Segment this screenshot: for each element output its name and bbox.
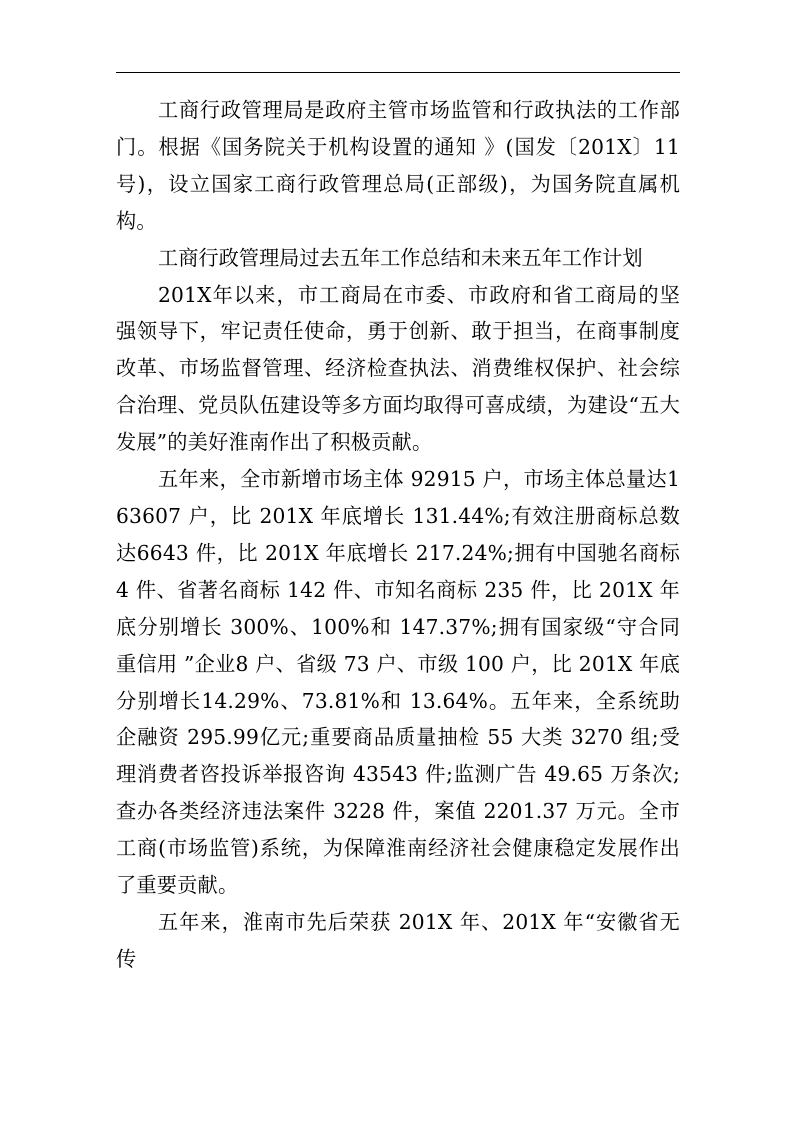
header-rule bbox=[116, 72, 680, 73]
paragraph-summary: 201X年以来，市工商局在市委、市政府和省工商局的坚强领导下，牢记责任使命，勇于创新、敢于担当，在商事制度改革、市场监督管理、经济检查执法、消费维权保护、社会综合治理、党员队伍建设等多方面均取得可喜成绩，为建设“五大发展”的美好淮南作出了积极贡献。 bbox=[116, 282, 680, 455]
document-body bbox=[116, 92, 680, 978]
paragraph-statistics: 五年来，全市新增市场主体 92915 户，市场主体总量达163607 户，比 201X 年底增长 131.44%;有效注册商标总数达6643 件，比 201X 年底增长 217.24%;拥有中国驰名商标 4 件、省著名商标 142 件、市知名商标 235 件，比 201X 年底分别增长 300%、100%和 147.37%;拥有国家级“守合同重信用 ”企业8 户、省级 73 户、市级 100 户，比 201X 年底分别增长14.29%、73.81%和 13.64%。五年来，全系统助企融资 295.99亿元;重要商品质量抽检 55 大类 3270 组;受理消费者咨投诉举报咨询 43543 件;监测广告 49.65 万条次;查办各类经济违法案件 3228 件，案值 2201.37 万元。全市工商(市场监管)系统，为保障淮南经济社会健康稳定发展作出了重要贡献。 bbox=[116, 467, 680, 898]
paragraph-honors: 五年来，淮南市先后荣获 201X 年、201X 年“安徽省无传 bbox=[116, 909, 680, 971]
section-heading: 工商行政管理局过去五年工作总结和未来五年工作计划 bbox=[158, 245, 643, 270]
paragraph-intro: 工商行政管理局是政府主管市场监管和行政执法的工作部门。根据《国务院关于机构设置的通知 》(国发〔201X〕11号)，设立国家工商行政管理总局(正部级)，为国务院直属机构。 bbox=[116, 98, 680, 233]
